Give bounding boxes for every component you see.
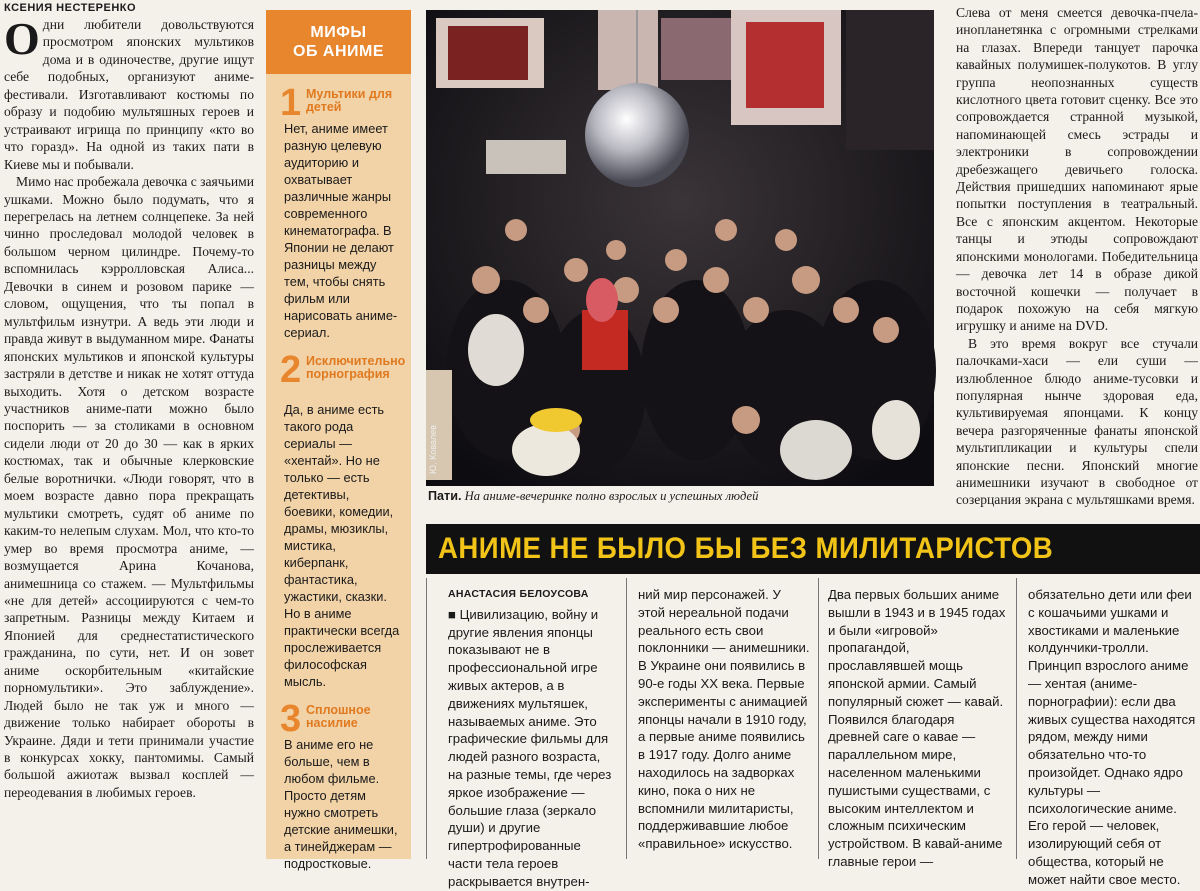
article-right-column (956, 4, 1198, 514)
article-left-column (4, 13, 254, 859)
article2-headline-bar (426, 524, 1200, 574)
myth-number: 1 (280, 82, 302, 124)
paragraph: В это время вокруг все стучали палочками-хаси — ели суши — излюбленное блюдо аниме-тусовки и популярная нынче здоровая еда, культивируемая японцами. К концу вечера разгоряченные фанаты японской мультипликации и культуры спели японские песни. Японский многие анимешники изучают в свободное от созерцания экрана с мультяшками время. (956, 335, 1198, 508)
myth-body: В аниме его не больше, чем в любом фильме. Просто детям нужно смотреть детские анимешки, а тинейджерам — подростковые. (284, 737, 398, 871)
myth-item (266, 700, 411, 874)
paragraph: Два первых больших аниме вышли в 1943 и в 1945 годах и были «игровой» пропагандой, прославлявшей мощь японской армии. Самый популярный сюжет — кавай. Появился благодаря древней саге о кавае — параллельном мире, населенном маленькими пушистыми существами, с высоким интеллектом и сложным психическим устройством. В кавай-аниме главные герои — (828, 587, 1006, 869)
column-divider (626, 578, 627, 859)
myth-heading (280, 698, 403, 740)
column-divider (426, 578, 427, 859)
column-divider (1016, 578, 1017, 859)
paragraph: Слева от меня смеется девочка-пчела-инопланетянка с огромными стрелками на глазах. Впереди танцует парочка кавайных полумишек-полукотов. В углу группа неопознанных существ кислотного цвета готовит сценку. Все это сопровождается странной музыкой, напоминающей смесь эстрады и электроники в сопровождении дребезжащего девичьего голоска. Действия пришедших напоминают ярые попытки поступления в театральный. Все с японским акцентом. Некоторые танцы и этюды сопровождают японскими монологами. Победительница — девочка лет 14 в образе дикой восточной кошечки — получает в подарок похожую на себя мягкую игрушку и аниме на DVD. (956, 5, 1198, 334)
myth-heading-text: Сплошное насилие (306, 703, 371, 730)
paragraph (4, 13, 254, 173)
myths-sidebar (266, 10, 411, 871)
myth-number: 3 (280, 698, 302, 740)
myth-heading (280, 82, 403, 124)
photo-caption (428, 489, 928, 504)
article2-headline: АНИМЕ НЕ БЫЛО БЫ БЕЗ МИЛИТАРИСТОВ (438, 532, 1054, 565)
caption-lead: Пати. (428, 489, 462, 503)
article2-column (448, 586, 616, 889)
paragraph: ■ Цивилизацию, войну и другие явления японцы показывают не в профессиональной игре живых актеров, а в движениях мультяшек, называемых аниме. Это графические фильмы для людей разного возраста, на разные темы, где через яркое изображение — большие глаза (зеркало души) и другие гипертрофированные части тела героев раскрывается внутрен- (448, 606, 612, 889)
column-divider (818, 578, 819, 859)
article2-column (1028, 586, 1198, 887)
party-photo (426, 10, 934, 486)
myth-body: Да, в аниме есть такого рода сериалы — «хентай». Но не только — есть детективы, боевики, комедии, драмы, мюзиклы, мистика, киберпанк, фантастика, ужастики, сказки. Но в аниме практически всегда прослеживается философская мысль. (284, 402, 400, 689)
myth-item (266, 84, 411, 343)
sidebar-title-line1: МИФЫ (310, 24, 367, 41)
sidebar-title-line2: ОБ АНИМЕ (293, 43, 384, 60)
myth-heading-text: Исключительно порнография (306, 354, 406, 381)
paragraph-text: дни любители довольствуются просмотром японских мультиков дома и в одиночестве, другие ищут себе подобных, организуют аниме-фестивали. Изготавливают костюмы по образу и подобию мультяшных героев и устраивают игрища по принципу «кто во что горазд». На одной из таких пати в Киеве мы и побывали. (4, 17, 254, 172)
author-byline: АНАСТАСИЯ БЕЛОУСОВА (448, 588, 589, 600)
caption-text: На аниме-вечеринке полно взрослых и успешных людей (464, 489, 759, 503)
myth-number: 2 (280, 349, 302, 391)
myth-item (266, 351, 411, 692)
paragraph: обязательно дети или феи с кошачьими ушками и хвостиками и маленькие колдунчики-тролли. Принцип взрослого аниме — хентая (аниме-порнографии): если два живых существа находятся рядом, между ними обязательно что-то произойдет. Однако ядро культуры — психологические аниме. Его герой — человек, изолирующий себя от общества, который не может найти свое место. (1028, 587, 1196, 887)
article2-column (638, 586, 810, 859)
drop-cap: О (4, 13, 40, 64)
author-byline: КСЕНИЯ НЕСТЕРЕНКО (4, 2, 137, 14)
paragraph: ний мир персонажей. У этой нереальной подачи реального есть свои поклонники — анимешники. В Украине они появились в 90-е годы XX века. Первые эксперименты с анимацией японцы начали в 1910 году, а первые аниме появились в 1917 году. Долго аниме находилось на задворках кино, пока о них не вспомнили милитаристы, поддерживавшие любое «правильное» искусство. (638, 587, 810, 852)
article2-column (828, 586, 1006, 869)
paragraph: Мимо нас пробежала девочка с заячьими ушками. Можно было подумать, что я перегрелась на летнем солнцепеке. За ней чинно проследовал молодой человек в большом черном цилиндре. Почему-то вспомнилась кэрролловская Алиса... Девочки в синем и розовом парике — словом, ощущения, что ты попал в мультфильм изнутри. А ведь эти люди и правда живут в выдуманном мире. Фанаты японских мультиков и японской культуры застряли в детстве и никак не хотят оттуда выходить. Хотя о детском возрасте участников аниме-пати можно было поспорить — за столиками в основном сидели люди от 20 до 30 — как в ярких костюмах, так и обычные клерковские белые воротнички. «Люди говорят, что в моем возрасте давно пора прекращать мультики смотреть, судят об аниме по каким-то нелепым слухам. Мол, что кто-то умер во время просмотра аниме, — возмущается Арина Кочанова, анимешница со стажем. — Мультфильмы «не для детей» ассоциируются с чем-то запретным. Разницы между Китаем и Японией для среднестатистического гражданина, по сути, нет. И он зовет аниме оскорбительным «китайские порномультики». Это заблуждение». Людей было не так уж и много — движение только набирает обороты в Украине. Дяди и тети принимали участие в конкурсах хоккy, пантомимы. Самый большой ажиотаж вызвал косплей — переодевания в любимых героев. (4, 174, 254, 800)
sidebar-header (266, 10, 411, 74)
myth-heading-text: Мультики для детей (306, 87, 393, 114)
photo-illustration (426, 10, 934, 486)
myth-heading (280, 349, 406, 399)
myth-body: Нет, аниме имеет разную целевую аудиторию и охватывает различные жанры современного кинематографа. В Японии не делают разницы между тем, чтобы снять фильм или нарисовать аниме-сериал. (284, 121, 398, 340)
photo-credit: Ю. Ковалев (428, 424, 438, 474)
